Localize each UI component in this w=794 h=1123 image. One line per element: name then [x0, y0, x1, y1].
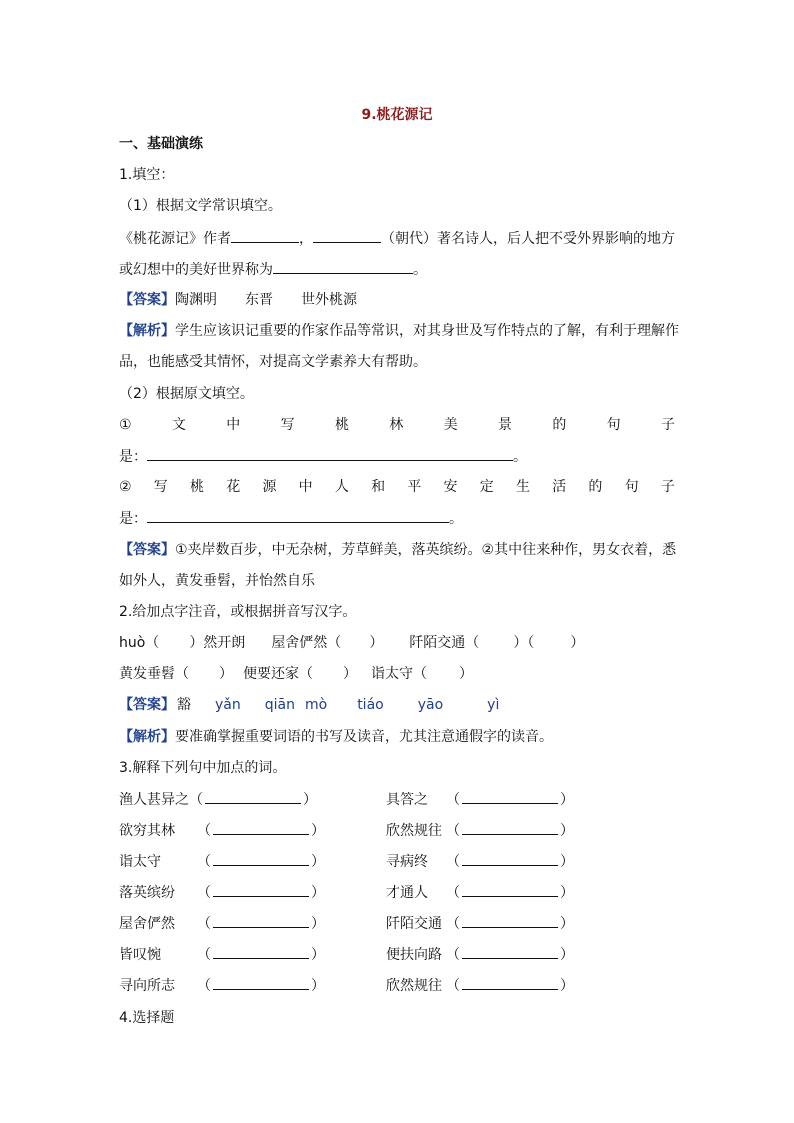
text: ）（ [513, 635, 535, 651]
q3-left-row [119, 884, 325, 901]
sentence-2-blank-line [119, 510, 463, 527]
char: 写 [280, 417, 295, 433]
text: ） [219, 666, 233, 682]
char: 的 [588, 479, 603, 495]
answer-1 [119, 292, 357, 308]
q3-left-row [119, 791, 317, 808]
paren: ） [311, 978, 325, 994]
paren: ） [311, 885, 325, 901]
pinyin-answer: tiáo [357, 697, 384, 713]
paren: ） [311, 854, 325, 870]
answer-1b-cont: 如外人，黄发垂髫，并怡然自乐 [119, 573, 315, 589]
paren: （ [197, 854, 211, 870]
paren: ） [311, 947, 325, 963]
analysis-tag: 【解析】 [119, 729, 175, 745]
paren: （ [197, 916, 211, 932]
word: 欲穷其林 [119, 823, 175, 839]
fill-blank-author[interactable] [231, 230, 299, 243]
text: （朝代）著名诗人，后人把不受外界影响的地方 [381, 231, 675, 247]
q3-left-row [119, 853, 325, 870]
char: 美 [443, 417, 458, 433]
char: 桃 [190, 479, 204, 495]
q3-right-row [386, 822, 574, 839]
fill-blank[interactable] [213, 884, 309, 897]
question-2-row2 [119, 666, 473, 682]
text: 。 [513, 449, 527, 465]
paren: （ [446, 854, 460, 870]
char: 桃 [334, 417, 349, 433]
fill-blank[interactable] [462, 915, 558, 928]
paren: ） [560, 854, 574, 870]
answer-2 [119, 697, 523, 713]
question-1-label: 1.填空： [119, 167, 175, 183]
text: huò（ [119, 635, 160, 651]
pinyin-answer: mò [304, 697, 328, 713]
answer-tag: 【答案】 [119, 697, 175, 713]
q3-right-row [386, 946, 574, 963]
char: 源 [262, 479, 277, 495]
fill-blank[interactable] [462, 791, 558, 804]
paren: ） [560, 885, 574, 901]
text: 。 [413, 262, 427, 278]
pinyin-answer: qiān [264, 697, 295, 713]
fill-blank[interactable] [462, 884, 558, 897]
analysis-tag: 【解析】 [119, 323, 175, 339]
char: ① [119, 417, 132, 433]
paren: （ [197, 947, 211, 963]
fill-blank[interactable] [213, 853, 309, 866]
text: 。 [449, 511, 463, 527]
fill-blank[interactable] [213, 822, 309, 835]
fill-blank-sentence-1[interactable] [147, 448, 513, 461]
text: ， [299, 231, 313, 247]
analysis-text: 要准确掌握重要词语的书写及读音，尤其注意通假字的读音。 [175, 729, 553, 745]
question-1-line1 [119, 230, 675, 247]
paren: ） [560, 947, 574, 963]
q3-left-row [119, 946, 325, 963]
word: 落英缤纷 [119, 885, 175, 901]
answer-value: 世外桃源 [301, 292, 357, 308]
char: 林 [389, 417, 404, 433]
word: 阡陌交通 [386, 916, 442, 932]
word: 寻向所志 [119, 978, 175, 994]
char: 子 [661, 417, 675, 433]
analysis-1-cont: 品，也能感受其情怀，对提高文学素养大有帮助。 [119, 354, 427, 370]
text: 黄发垂髫（ [119, 666, 189, 682]
char: ② [119, 479, 132, 495]
paren: （ [446, 947, 460, 963]
q3-left-row [119, 977, 325, 994]
text: 是： [119, 449, 147, 465]
char: 句 [624, 479, 639, 495]
answer-value: 陶渊明 [175, 292, 217, 308]
char: 文 [171, 417, 186, 433]
paren: （ [197, 885, 211, 901]
fill-blank[interactable] [462, 822, 558, 835]
paren: ） [560, 978, 574, 994]
answer-value: 豁 [177, 697, 191, 713]
word: 欣然规往 [386, 978, 442, 994]
paren: （ [446, 823, 460, 839]
paren: （ [197, 978, 211, 994]
paren: （ [446, 792, 460, 808]
paren: ） [303, 792, 317, 808]
char: 子 [660, 479, 675, 495]
answer-value: 东晋 [245, 292, 273, 308]
paren: ） [311, 916, 325, 932]
char: 花 [226, 479, 241, 495]
char: 中 [298, 479, 313, 495]
fill-blank[interactable] [462, 946, 558, 959]
pinyin-answer: yāo [417, 697, 444, 713]
question-4-label: 4.选择题 [119, 1010, 175, 1026]
fill-blank[interactable] [213, 977, 309, 990]
question-1-sub1: （1）根据文学常识填空。 [119, 198, 282, 214]
analysis-2 [119, 729, 553, 745]
q3-right-row [386, 915, 574, 932]
text: 是： [119, 511, 147, 527]
sentence-1-spread [119, 417, 675, 433]
pinyin-answer: yǎn [215, 697, 241, 713]
fill-blank-idiom[interactable] [273, 261, 413, 274]
answer-tag: 【答案】 [119, 292, 175, 308]
text: 《桃花源记》作者 [119, 231, 231, 247]
char: 句 [606, 417, 621, 433]
question-1-line2 [119, 261, 427, 278]
fill-blank[interactable] [205, 791, 301, 804]
char: 的 [552, 417, 567, 433]
fill-blank[interactable] [213, 915, 309, 928]
question-2-label: 2.给加点字注音，或根据拼音写汉字。 [119, 604, 357, 620]
char: 人 [334, 479, 349, 495]
paren: （ [446, 916, 460, 932]
char: 写 [153, 479, 168, 495]
word: 欣然规往 [386, 823, 442, 839]
sentence-2-spread [119, 479, 675, 495]
q3-right-row [386, 791, 574, 808]
word: 诣太守 [119, 854, 161, 870]
answer-1b [119, 542, 676, 558]
char: 生 [515, 479, 530, 495]
text: ） [459, 666, 473, 682]
paren: ） [560, 792, 574, 808]
text: 屋舍俨然（ [271, 635, 342, 651]
char: 安 [443, 479, 458, 495]
word: 才通人 [386, 885, 428, 901]
question-2-row1 [119, 635, 584, 651]
text: ） [369, 635, 384, 651]
paren: （ [446, 978, 460, 994]
q3-right-row [386, 884, 574, 901]
fill-blank-dynasty[interactable] [313, 230, 381, 243]
char: 平 [407, 479, 422, 495]
q3-right-row [386, 977, 574, 994]
fill-blank-sentence-2[interactable] [147, 510, 449, 523]
paren: ） [311, 823, 325, 839]
question-1-sub2: （2）根据原文填空。 [119, 386, 254, 402]
word: 寻病终 [386, 854, 428, 870]
text: 或幻想中的美好世界称为 [119, 262, 273, 278]
text: ）然开朗 [189, 635, 246, 651]
text: 便要还家（ [243, 666, 313, 682]
text: 诣太守（ [371, 666, 427, 682]
analysis-1 [119, 323, 679, 339]
paren: （ [197, 823, 211, 839]
paren: ） [560, 916, 574, 932]
page-title: 9.桃花源记 [361, 107, 433, 123]
char: 定 [479, 479, 494, 495]
answer-tag: 【答案】 [119, 542, 175, 558]
char: 和 [371, 479, 386, 495]
q3-right-row [386, 853, 574, 870]
fill-blank[interactable] [213, 946, 309, 959]
q3-left-row [119, 822, 325, 839]
paren: （ [446, 885, 460, 901]
answer-text: ①夹岸数百步，中无杂树，芳草鲜美，落英缤纷。②其中往来种作，男女衣着，悉 [175, 542, 677, 558]
sentence-1-blank-line [119, 448, 527, 465]
section-heading: 一、基础演练 [119, 136, 203, 152]
paren: ） [560, 823, 574, 839]
pinyin-answer: yì [487, 697, 500, 713]
text: ） [570, 635, 585, 651]
word: 皆叹惋 [119, 947, 161, 963]
fill-blank[interactable] [462, 853, 558, 866]
word: 具答之 [386, 792, 428, 808]
char: 景 [497, 417, 512, 433]
q3-left-row [119, 915, 325, 932]
analysis-text: 学生应该识记重要的作家作品等常识，对其身世及写作特点的了解，有利于理解作 [175, 323, 679, 339]
text: 阡陌交通（ [409, 635, 480, 651]
fill-blank[interactable] [462, 977, 558, 990]
text: ） [343, 666, 357, 682]
word: 屋舍俨然 [119, 916, 175, 932]
word: 渔人甚异之（ [119, 792, 203, 808]
word: 便扶向路 [386, 947, 442, 963]
char: 活 [552, 479, 567, 495]
question-3-label: 3.解释下列句中加点的词。 [119, 760, 287, 776]
char: 中 [226, 417, 241, 433]
